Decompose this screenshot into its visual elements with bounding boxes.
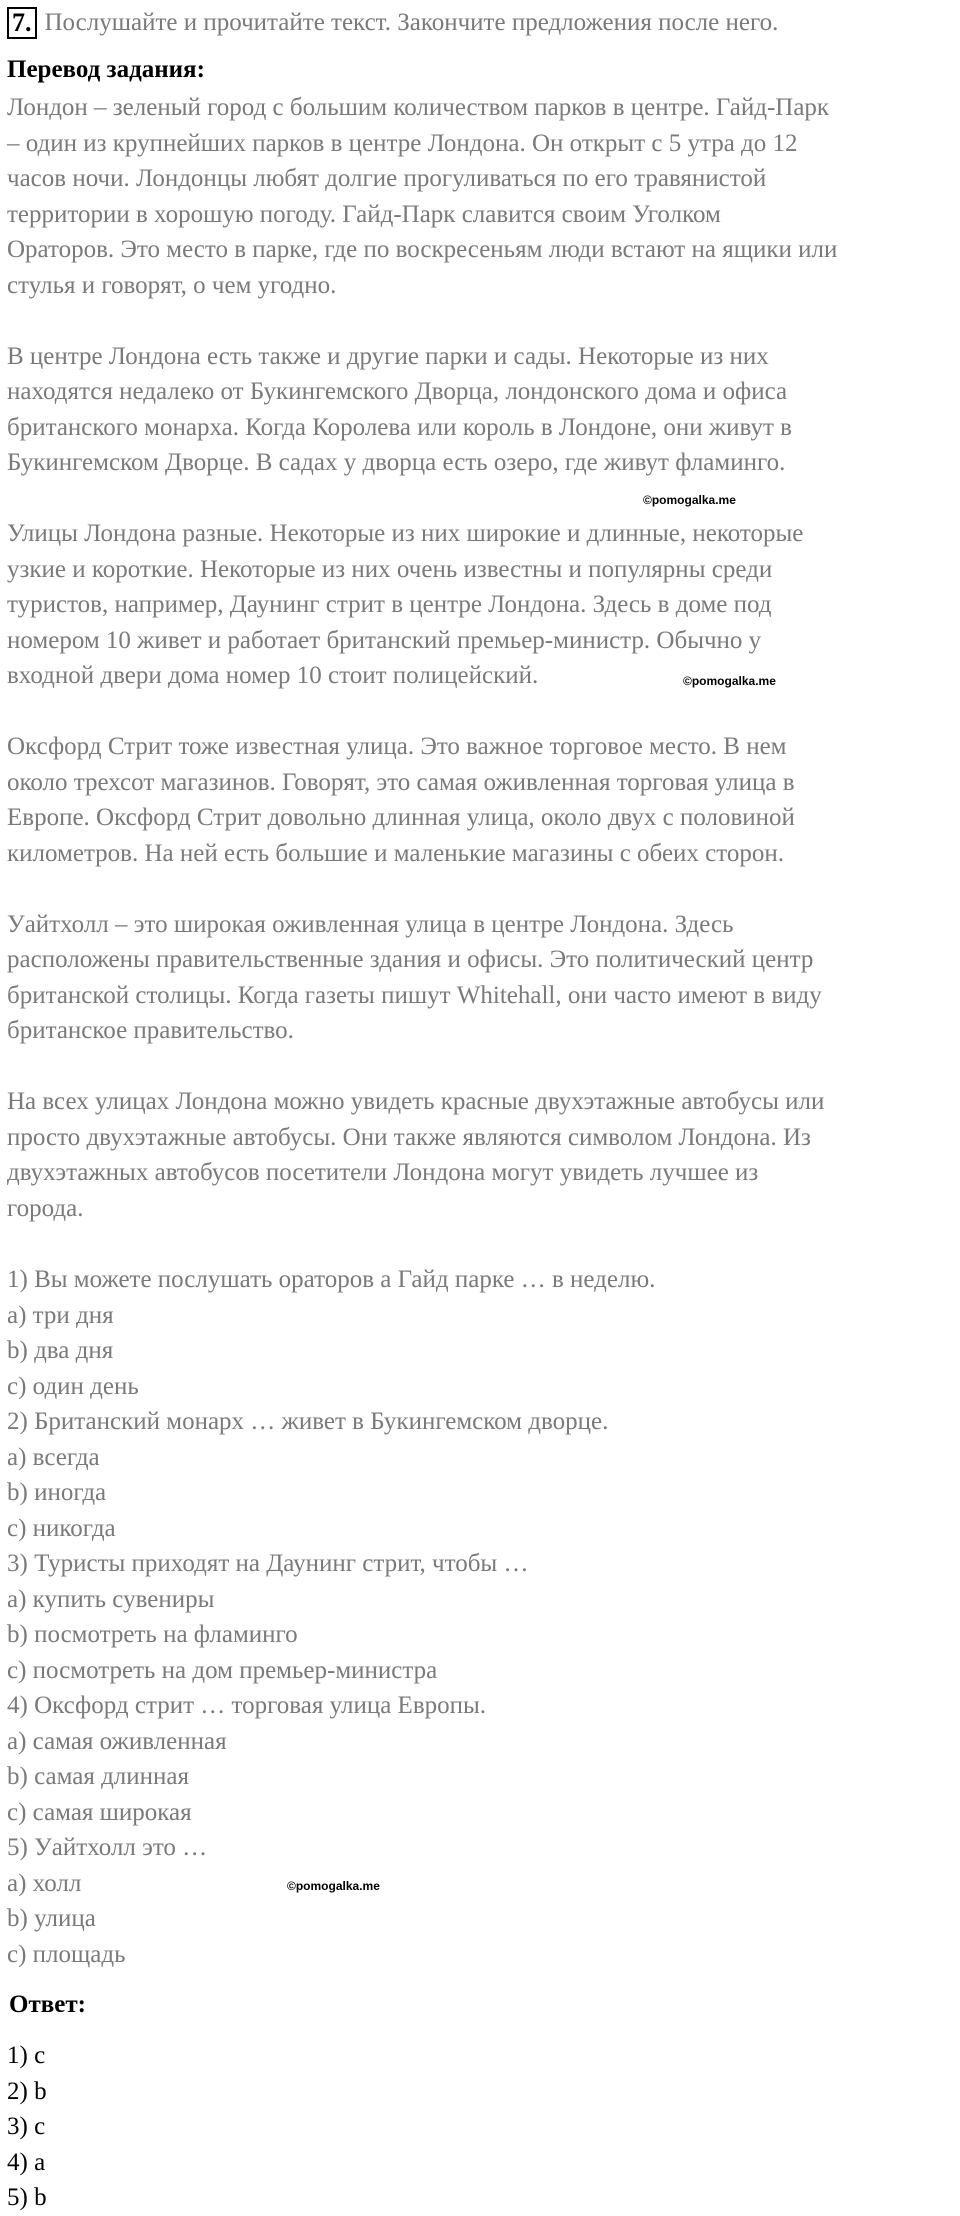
option: a) всегда [7,1443,100,1471]
question-4: 4) Оксфорд стрит … торговая улица Европы. [7,1692,487,1719]
line: номером 10 живет и работает британский премьер-министр. Обычно у [7,626,762,654]
questions-list [7,1262,907,1972]
answer-item: 4) a [7,2148,46,2176]
question-5: 5) Уайтхолл это … [7,1834,208,1861]
line: Уайтхолл – это широкая оживленная улица в центре Лондона. Здесь [7,910,734,938]
watermark: ©pomogalka.me [643,493,736,507]
task-number-box: 7. [7,7,37,39]
line: британское правительство. [7,1017,294,1044]
line: На всех улицах Лондона можно увидеть красные двухэтажные автобусы или [7,1088,825,1115]
line: британского монарха. Когда Королева или король в Лондоне, они живут в [7,413,792,441]
option: c) один день [7,1372,139,1400]
line: километров. На ней есть большие и маленькие магазины с обеих сторон. [7,839,784,867]
line: узкие и короткие. Некоторые из них очень известны и популярны среди [7,555,773,583]
option: c) никогда [7,1514,116,1542]
paragraph-1 [7,90,955,303]
option: a) самая оживленная [7,1727,227,1755]
question-1: 1) Вы можете послушать ораторов а Гайд парке … в неделю. [7,1266,656,1293]
option: b) иногда [7,1479,107,1506]
line: В центре Лондона есть также и другие парки и сады. Некоторые из них [7,342,769,370]
option: c) самая широкая [7,1798,192,1826]
paragraph-3 [7,516,955,694]
line: входной двери дома номер 10 стоит полицейский. [7,662,539,689]
answer-title: Ответ: [9,1991,86,2018]
line: около трехсот магазинов. Говорят, это самая оживленная торговая улица в [7,768,795,796]
line: британской столицы. Когда газеты пишут Whitehall, они часто имеют в виду [7,981,822,1009]
line: находятся недалеко от Букингемского Дворца, лондонского дома и офиса [7,378,788,405]
line: туристов, например, Даунинг стрит в центре Лондона. Здесь в доме под [7,591,772,618]
line: – один из крупнейших парков в центре Лондона. Он открыт с 5 утра до 12 [7,129,798,157]
question-3: 3) Туристы приходят на Даунинг стрит, чтобы … [7,1550,529,1577]
option: b) улица [7,1905,96,1932]
paragraph-2 [7,339,955,481]
line: Оксфорд Стрит тоже известная улица. Это важное торговое место. В нем [7,733,787,760]
option: b) два дня [7,1337,114,1364]
line: Букингемском Дворце. В садах у дворца есть озеро, где живут фламинго. [7,449,786,476]
question-2: 2) Британский монарх … живет в Букингемском дворце. [7,1408,609,1435]
option: a) холл [7,1869,82,1897]
task-header [7,6,778,40]
line: города. [7,1194,84,1222]
option: a) три дня [7,1301,114,1329]
line: просто двухэтажные автобусы. Они также являются символом Лондона. Из [7,1123,811,1151]
line: Ораторов. Это место в парке, где по воскресеньям люди встают на ящики или [7,236,838,263]
answer-item: 2) b [7,2077,47,2105]
option: a) купить сувениры [7,1585,215,1613]
option: c) посмотреть на дом премьер-министра [7,1656,438,1684]
watermark: ©pomogalka.me [683,674,776,688]
translation-title: Перевод задания: [7,56,205,83]
answer-item: 1) c [7,2042,46,2069]
paragraph-6 [7,1084,955,1226]
watermark: ©pomogalka.me [287,1879,380,1893]
paragraph-5 [7,907,955,1049]
line: расположены правительственные здания и офисы. Это политический центр [7,946,814,973]
answer-item: 5) b [7,2184,47,2211]
option: b) самая длинная [7,1763,189,1790]
line: Европе. Оксфорд Стрит довольно длинная улица, около двух с половиной [7,804,795,831]
line: Лондон – зеленый город с большим количеством парков в центре. Гайд-Парк [7,94,830,121]
translation-text [7,90,955,1262]
line: часов ночи. Лондонцы любят долгие прогуливаться по его травянистой [7,165,767,192]
line: стулья и говорят, о чем угодно. [7,271,337,299]
option: b) посмотреть на фламинго [7,1621,298,1648]
paragraph-4 [7,729,955,871]
option: c) площадь [7,1940,126,1968]
line: Улицы Лондона разные. Некоторые из них широкие и длинные, некоторые [7,520,804,547]
line: территории в хорошую погоду. Гайд-Парк славится своим Уголком [7,200,721,228]
line: двухэтажных автобусов посетители Лондона могут увидеть лучшее из [7,1159,759,1186]
answer-item: 3) c [7,2113,46,2140]
answers-list [7,2038,47,2216]
task-instruction: Послушайте и прочитайте текст. Закончите предложения после него. [44,9,779,36]
